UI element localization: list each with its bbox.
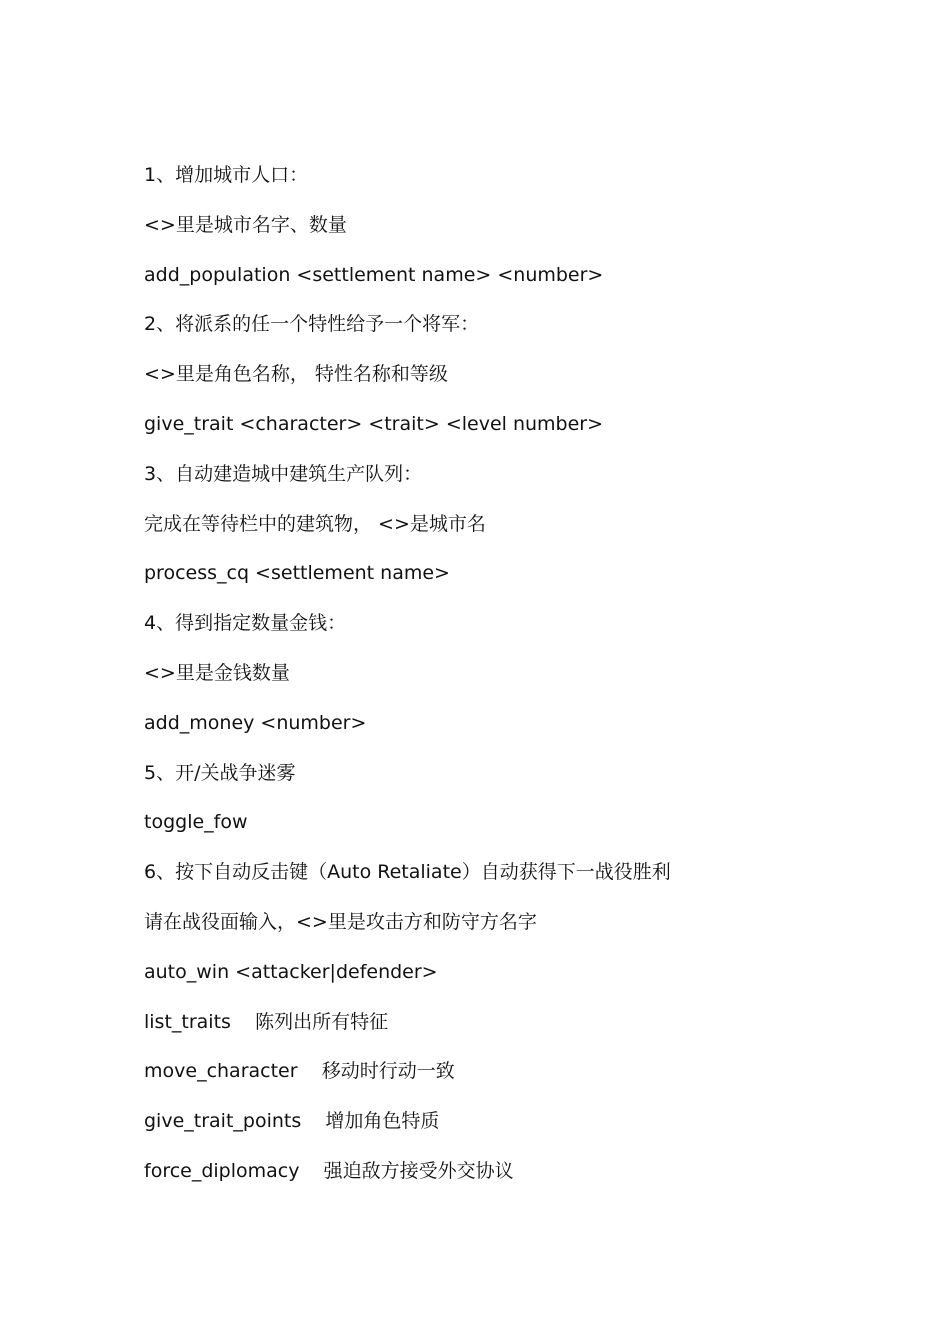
document-body xyxy=(144,161,884,1207)
command-give-trait: give_trait <character> <trait> <level number> xyxy=(144,412,604,435)
heading-process-cq: 3、自动建造城中建筑生产队列： xyxy=(144,462,423,485)
command-give-trait-points: give_trait_points 增加角色特质 xyxy=(144,1110,440,1133)
note-give-trait: <>里是角色名称， 特性名称和等级 xyxy=(144,363,448,386)
command-move-character: move_character 移动时行动一致 xyxy=(144,1060,455,1083)
heading-give-trait: 2、将派系的任一个特性给予一个将军： xyxy=(144,313,480,336)
command-auto-win: auto_win <attacker|defender> xyxy=(144,960,438,983)
heading-toggle-fow: 5、开/关战争迷雾 xyxy=(144,761,296,784)
note-auto-win: 请在战役面输入，<>里是攻击方和防守方名字 xyxy=(144,910,537,933)
heading-auto-win: 6、按下自动反击键（Auto Retaliate）自动获得下一战役胜利 xyxy=(144,861,671,884)
command-toggle-fow: toggle_fow xyxy=(144,811,248,834)
command-force-diplomacy: force_diplomacy 强迫敌方接受外交协议 xyxy=(144,1159,514,1182)
command-process-cq: process_cq <settlement name> xyxy=(144,562,450,585)
command-add-population: add_population <settlement name> <number> xyxy=(144,263,604,286)
heading-add-population: 1、增加城市人口： xyxy=(144,164,309,186)
note-add-population: <>里是城市名字、数量 xyxy=(144,213,347,236)
note-add-money: <>里是金钱数量 xyxy=(144,661,290,684)
note-process-cq: 完成在等待栏中的建筑物， <>是城市名 xyxy=(144,512,486,535)
heading-add-money: 4、得到指定数量金钱： xyxy=(144,612,347,635)
command-list-traits: list_traits 陈列出所有特征 xyxy=(144,1010,389,1033)
command-add-money: add_money <number> xyxy=(144,711,367,734)
